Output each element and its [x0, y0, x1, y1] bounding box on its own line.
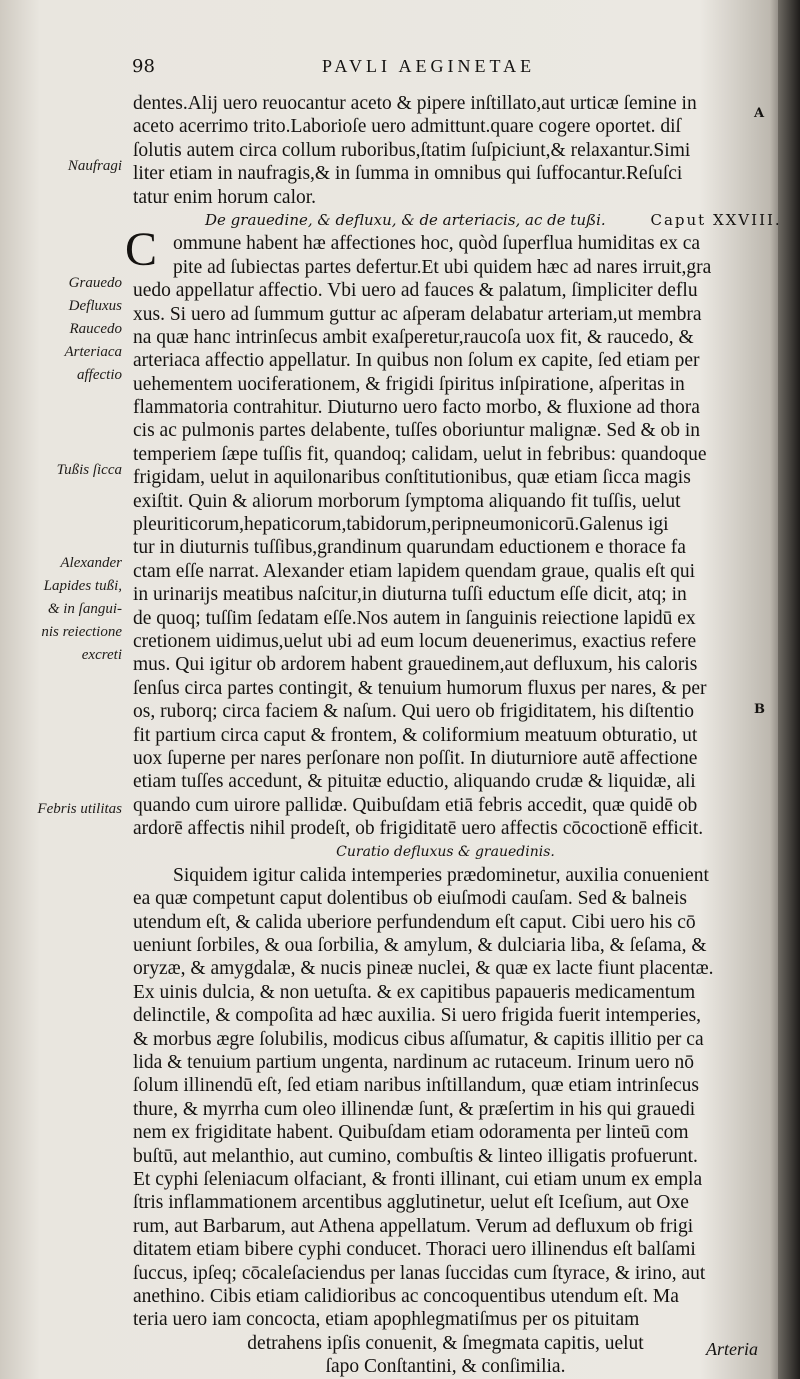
text-line: teria uero iam concocta, etiam apophlegmatiſmus per os pituitam	[133, 1309, 640, 1331]
text-line: ſuccus, ipſeq; cōcaleſaciendus per lanas ſuccidas cum ſtyrace, & irino, aut	[133, 1262, 706, 1284]
text-line: utendum eſt, & calida uberiore perfundendum eſt caput. Cibi uero his cō	[133, 911, 696, 933]
text-line: detrahens ipſis conuenit, & ſmegmata capitis, uelut	[247, 1332, 644, 1354]
text-line: Et cyphi ſeleniacum olfaciant, & fronti illinant, cui etiam unum ex empla	[133, 1168, 703, 1190]
text-line-content: ommune habent hæ affectiones hoc, quòd ſuperflua humiditas ex ca	[173, 233, 701, 255]
text-line: dentes.Alij uero reuocantur aceto & pipere inſtillato,aut urticæ ſemine in	[133, 93, 697, 114]
text-line: fit partium circa caput & frontem, & coliformium meatuum obturatio, ut	[133, 724, 698, 746]
text-line: temperiem ſæpe tuſſis fit, quandoq; calidam, uelut in febribus: quandoque	[133, 443, 707, 465]
text-line: in urinarijs meatibus naſcitur,in diuturna tuſſi eductum eſſe dicit, atq; in	[133, 584, 687, 606]
text-line: ctam eſſe narrat. Alexander etiam lapidem quendam graue, qualis eſt qui	[133, 560, 696, 582]
marginal-note: Tußis ſicca	[56, 462, 122, 478]
text-line: ardorē affectis nihil prodeſt, ob frigiditatē uero affectis cōcoctionē efficit.	[133, 818, 704, 840]
text-line: Siquidem igitur calida intemperies prædominetur, auxilia conuenient	[173, 864, 709, 886]
folio-number: 98	[132, 56, 155, 77]
chapter-number: Caput XXVIII.	[650, 210, 782, 229]
marginal-note: nis reiectione	[41, 624, 122, 640]
text-line: ſolutis autem circa collum ruboribus,ſtatim ſuſpiciunt,& relaxantur.Simi	[133, 139, 691, 161]
text-line: frigidam, uelut in aquilonaribus conſtitutionibus, quæ etiam ſicca magis	[133, 467, 691, 489]
catchword: Arteria	[706, 1339, 758, 1359]
text-line: liter etiam in naufragis,& in ſumma in omnibus qui ſuffocantur.Reſuſci	[133, 163, 683, 185]
text-line: ſenſus circa partes contingit, & tenuium humorum fluxus per nares, & per	[133, 677, 707, 699]
body-text	[125, 92, 782, 1379]
text-line: uehementem uociferationem, & frigidi ſpiritus inſpiratione, aſperitas in	[133, 373, 685, 395]
marginal-note: Alexander	[60, 555, 122, 571]
marginal-note: Lapides tußi,	[43, 578, 122, 594]
chapter-heading	[133, 209, 782, 232]
marginal-note: Naufragi	[67, 158, 122, 174]
text-line: & morbus ægre ſolubilis, modicus cibus aſſumatur, & capitis illitio per ca	[133, 1028, 704, 1050]
text-line: ſolum illinendū eſt, ſed etiam naribus inſtillandum, quæ etiam intrinſecus	[133, 1075, 699, 1097]
text-line: ea quæ competunt caput dolentibus ob eiuſmodi cauſam. Sed & balneis	[133, 888, 688, 910]
text-line: mus. Qui igitur ob ardorem habent grauedinem,aut defluxum, his caloris	[133, 654, 698, 676]
text-line: uedo appellatur affectio. Vbi uero ad fauces & palatum, ſimpliciter deflu	[133, 280, 698, 302]
text-line: rum, aut Barbarum, aut Athena appellatum. Verum ad defluxum ob frigi	[133, 1215, 694, 1237]
text-line: anethino. Cibis etiam calidioribus ac concoquentibus utendum eſt. Ma	[133, 1285, 679, 1307]
text-line: xus. Si uero ad ſummum guttur ac aſperam delabatur arteriam,ut membra	[133, 303, 702, 325]
text-line: quando cum uirore pallidæ. Quibuſdam etiā febris accedit, quæ quidē ob	[133, 794, 698, 816]
marginal-note: affectio	[77, 367, 122, 383]
marginal-note: Raucedo	[69, 321, 122, 337]
text-line: Ex uinis dulcia, & non uetuſta. & ex capitibus papaueris medicamentum	[133, 981, 696, 1003]
text-line: oryzæ, & amygdalæ, & nucis pineæ nuclei, & quæ ex lacte fiunt placentæ.	[133, 958, 714, 980]
text-line: exiſtit. Quin & aliorum morborum ſymptoma aliquando fit tuſſis, uelut	[133, 490, 681, 512]
drop-cap: C	[125, 223, 158, 277]
text-line: thure, & myrrha cum oleo illinendæ ſunt, & præſertim in his qui grauedi	[133, 1098, 696, 1120]
marginal-note: excreti	[81, 647, 122, 663]
section-subheading: Curatio defluxus & grauedinis.	[336, 843, 555, 860]
text-line: uox ſuperne per nares perſonare non poſſit. In diuturniore autē affectione	[133, 747, 698, 769]
text-line: arteriaca affectio appellatur. In quibus non ſolum ex capite, ſed etiam per	[133, 350, 700, 372]
text-line: buſtū, aut melanthio, aut cumino, combuſtis & linteo illigatis profuerunt.	[133, 1145, 698, 1167]
text-line: etiam tuſſes accedunt, & pituitæ eductio, aliquando crudæ & liquidæ, ali	[133, 771, 696, 793]
text-line: ſtris inflammationem arcentibus agglutinetur, uelut eſt Iceſium, aut Oxe	[133, 1192, 689, 1214]
text-line: nem ex frigiditate habent. Quibuſdam etiam odoramenta per linteū com	[133, 1122, 689, 1144]
marginal-note: Arteriaca	[64, 344, 122, 360]
text-line: os, ruborq; circa faciem & naſum. Qui uero ob frigiditatem, his diſtentio	[133, 701, 695, 723]
marginal-note: Defluxus	[68, 298, 122, 314]
text-line: de quoq; tuſſim ſedatam eſſe.Nos autem in ſanguinis reiectione lapidū ex	[133, 607, 696, 629]
text-line: tatur enim horum calor.	[133, 186, 317, 208]
text-line: delinctile, & compoſita ad hæc auxilia. Si uero frigida fuerit intemperies,	[133, 1005, 702, 1027]
page-edge-shadow	[778, 0, 800, 1379]
text-line: ſapo Conſtantini, & conſimilia.	[325, 1356, 566, 1378]
page-header	[132, 56, 742, 82]
marginal-note: Febris utilitas	[37, 801, 122, 817]
text-line: ueniunt ſorbiles, & oua ſorbilia, & amylum, & dulciaria liba, & ſeſama, &	[133, 935, 707, 957]
text-line: cis ac pulmonis partes delabente, tuſſes oboriuntur malignæ. Sed & ob in	[133, 420, 701, 442]
text-line: ditatem etiam bibere cyphi conducet. Thoraci uero illinendus eſt balſami	[133, 1239, 696, 1261]
text-line: cretionem uidimus,uelut ubi ad eum locum deuenerimus, exactius refere	[133, 630, 697, 652]
text-line: pleuriticorum,hepaticorum,tabidorum,peripneumonicorū.Galenus igi	[133, 514, 669, 536]
text-line: flammatoria contrahitur. Diuturno uero facto morbo, & fluxione ad thora	[133, 397, 700, 419]
chapter-title: De grauedine, & defluxu, & de arteriacis, ac de tußi.	[205, 210, 606, 229]
marginal-note: Grauedo	[68, 275, 122, 291]
marginal-note: & in ſangui-	[47, 601, 122, 617]
text-line: pite ad ſubiectas partes defertur.Et ubi quidem hæc ad nares irruit,gra	[173, 256, 712, 278]
text-line: aceto acerrimo trito.Laborioſe uero admittunt.quare cogere oportet. diſ	[133, 116, 681, 138]
text-line: lida & tenuium partium ungenta, nardinum ac rutaceum. Irinum uero nō	[133, 1052, 695, 1074]
running-title: PAVLI AEGINETAE	[322, 56, 536, 76]
text-line: na quæ hanc intrinſecus ambit exaſperetur,raucoſa uox fit, & raucedo, &	[133, 326, 694, 348]
text-line: tur in diuturnis tuſſibus,grandinum quarundam eductionem e thorace fa	[133, 537, 686, 559]
margin-letter-a: A	[754, 106, 765, 121]
margin-letter-b: B	[754, 702, 765, 717]
